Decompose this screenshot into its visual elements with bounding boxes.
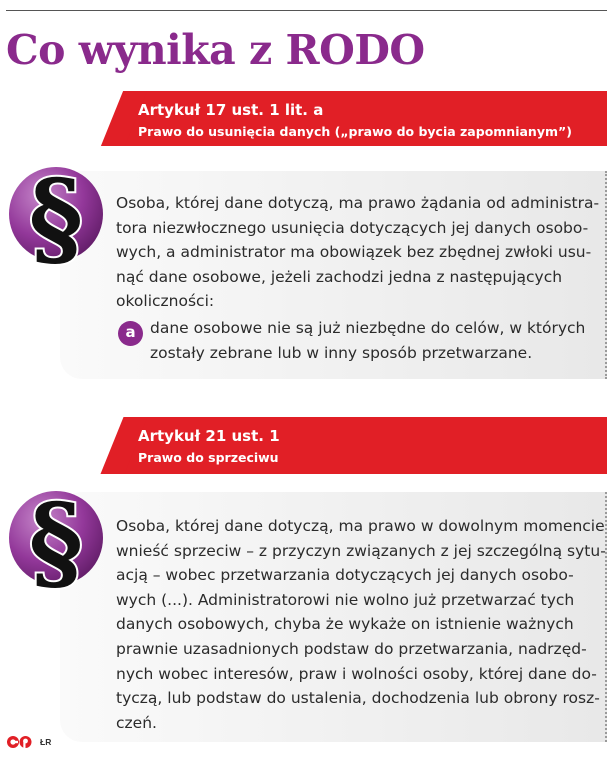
article-banner-1 [124, 91, 607, 146]
text-line: Osoba, której dane dotyczą, ma prawo żądania od administra- [116, 194, 600, 212]
article-subtitle-1: Prawo do usunięcia danych („prawo do bycia zapomnianym”) [138, 124, 572, 139]
top-rule [6, 10, 607, 11]
point-text [150, 316, 585, 365]
text-line: nąć dane osobowe, jeżeli zachodzi jedna z następujących [116, 267, 563, 286]
paragraph-sign-icon [6, 162, 110, 266]
text-line: acją – wobec przetwarzania dotyczących jej danych osobo- [116, 566, 574, 585]
paragraph-sign-icon [6, 486, 110, 590]
text-line: Osoba, której dane dotyczą, ma prawo w dowolnym momencie [116, 517, 605, 535]
text-line: okoliczności: [116, 292, 215, 311]
article-banner-2 [124, 417, 607, 474]
article-title-1: Artykuł 17 ust. 1 lit. a [138, 101, 324, 119]
article-title-2: Artykuł 21 ust. 1 [138, 427, 280, 445]
text-line: wnieść sprzeciw – z przyczyn związanych z jej szczególną sytu- [116, 541, 606, 560]
graphic-credit: ŁR [40, 737, 52, 747]
svg-text:§: § [28, 486, 84, 590]
article-text-2 [116, 514, 606, 735]
svg-text:§: § [28, 162, 84, 266]
text-line: prawnie uzasadnionych podstaw do przetwarzania, nadrzęd- [116, 639, 587, 658]
text-line: danych osobowych, chyba że wykaże on istnienie ważnych [116, 615, 574, 634]
article-text-1 [116, 191, 599, 314]
gp-logo-icon [6, 735, 33, 749]
page-title: Co wynika z RODO [6, 26, 425, 74]
article-subtitle-2: Prawo do sprzeciwu [138, 450, 279, 465]
text-line: nych wobec interesów, praw i wolności osoby, której dane do- [116, 664, 597, 683]
text-line: dane osobowe nie są już niezbędne do celów, w których [150, 319, 586, 337]
text-line: zostały zebrane lub w inny sposób przetwarzane. [150, 343, 533, 362]
text-line: wych, a administrator ma obowiązek bez zbędnej zwłoki usu- [116, 243, 592, 262]
point-marker: a [118, 321, 143, 346]
text-line: tora niezwłocznego usunięcia dotyczących jej danych osobo- [116, 218, 589, 237]
text-line: wych (...). Administratorowi nie wolno już przetwarzać tych [116, 590, 575, 609]
text-line: tyczą, lub podstaw do ustalenia, dochodzenia lub obrony rosz- [116, 689, 600, 708]
text-line: czeń. [116, 713, 157, 732]
